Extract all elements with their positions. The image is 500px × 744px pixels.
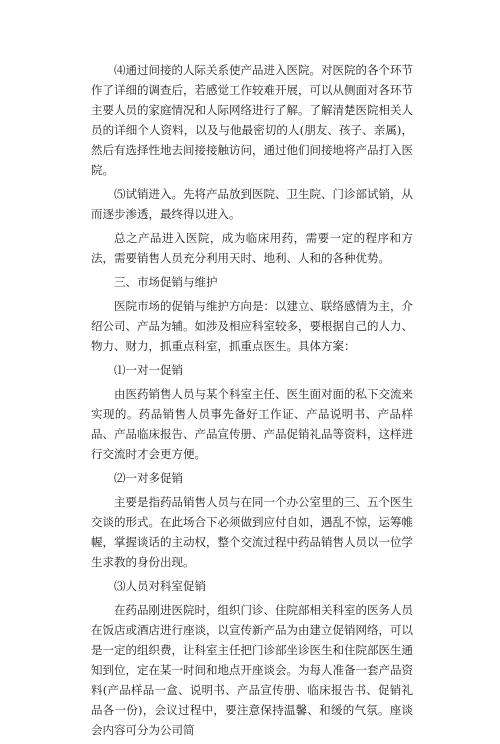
paragraph-summary: 总之产品进入医院，成为临床用药，需要一定的程序和方法，需要销售人员充分利用天时、地利、人和的各种优势。 [91, 231, 413, 265]
subheading-department: ⑶人员对科室促销 [114, 579, 206, 593]
section-heading: 三、市场促销与维护 [114, 275, 218, 289]
paragraph-indirect-relations: ⑷通过间接的人际关系使产品进入医院。对医院的各个环节作了详细的调查后，若感觉工作较难开展，可以从侧面对各环节主要人员的家庭情况和人际网络进行了解。了解清楚医院相关人员的详细个人资料，以及与他最密切的人(朋友、孩子、亲属)，然后有选择性地去间接接触访问，通过他们间接地将产品打入医院。 [91, 63, 413, 177]
paragraph-one-to-many: 主要是指药品销售人员与在同一个办公室里的三、五个医生交谈的形式。在此场合下必须做到应付自如，遇乱不惊，运筹帷幄，掌握谈话的主动权，整个交流过程中药品销售人员以一位学生求教的身份出现。 [91, 495, 413, 569]
subheading-one-on-one: ⑴一对一促销 [114, 363, 183, 377]
paragraph-trial-sales: ⑸试销进入。先将产品放到医院、卫生院、门诊部试销，从而逐步渗透，最终得以进入。 [91, 187, 413, 221]
subheading-one-to-many: ⑵一对多促销 [114, 471, 183, 485]
paragraph-one-on-one: 由医药销售人员与某个科室主任、医生面对面的私下交流来实现的。药品销售人员事先备好工作证、产品说明书、产品样品、产品临床报告、产品宣传册、产品促销礼品等资料，这样进行交流时才会更方便。 [91, 387, 413, 461]
paragraph-department: 在药品刚进医院时，组织门诊、住院部相关科室的医务人员在饭店或酒店进行座谈，以宣传新产品为由建立促销网络，可以是一定的组织费，让科室主任把门诊部坐诊医生和住院部医生通知到位，定在某一时间和地点开座谈会。为每人准备一套产品资料(产品样品一盒、说明书、产品宣传册、临床报告书、促销礼品各一份)，会议过程中，要注意保持温馨、和缓的气氛。座谈会内容可分为公司简 [91, 603, 413, 737]
paragraph-promotion-direction: 医院市场的促销与维护方向是：以建立、联络感情为主，介绍公司、产品为辅。如涉及相应科室较多，要根据自己的人力、物力、财力，抓重点科室，抓重点医生。具体方案： [91, 299, 413, 353]
document-body [91, 60, 413, 744]
